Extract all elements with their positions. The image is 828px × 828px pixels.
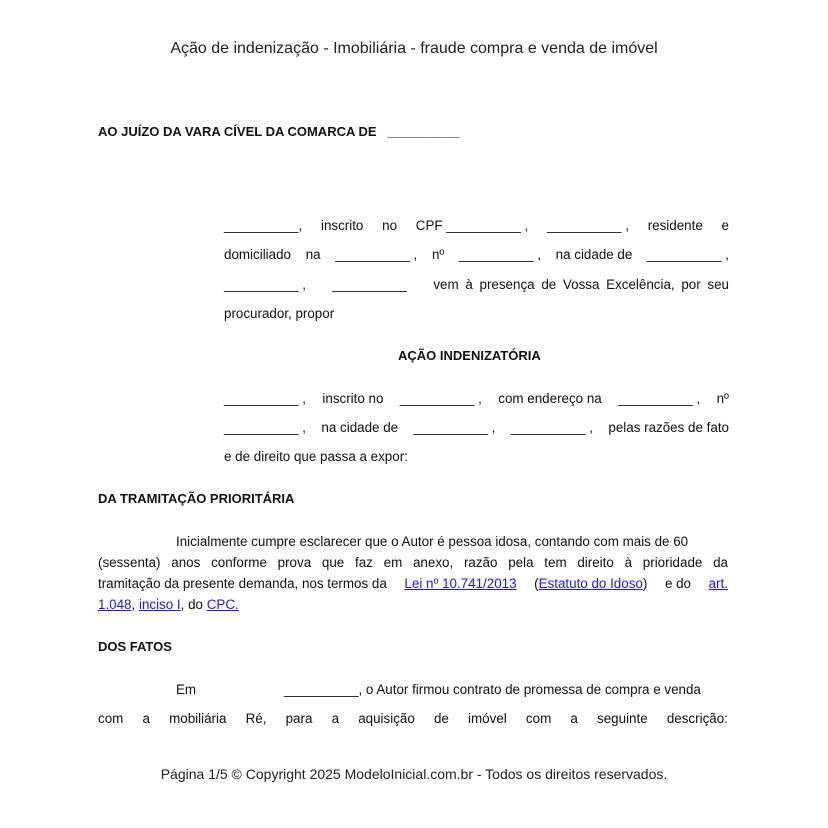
blank-field: __________ xyxy=(387,124,460,139)
paragraph-line xyxy=(176,682,196,697)
text: com endereço na xyxy=(498,391,602,406)
blank-field: __________ xyxy=(224,218,299,233)
section-heading-facts: DOS FATOS xyxy=(98,639,172,654)
word: descrição: xyxy=(666,711,728,726)
blank-field: __________ xyxy=(459,247,534,262)
addressee-line xyxy=(98,124,460,139)
plaintiff-line-1: __________, inscrito no CPF __________ , __________ , residente e xyxy=(224,218,729,233)
document-title: Ação de indenização - Imobiliária - fraude compra e venda de imóvel xyxy=(170,40,658,57)
blank-field: __________ xyxy=(284,682,359,697)
word: Ré, xyxy=(245,711,267,726)
text: vem à presença de Vossa Excelência, por seu xyxy=(433,277,729,292)
text: inscrito no xyxy=(322,391,384,406)
paragraph-line: Inicialmente cumpre esclarecer que o Autor é pessoa idosa, contando com mais de 60 xyxy=(176,534,689,549)
word: a xyxy=(331,711,340,726)
addressee-text: AO JUÍZO DA VARA CÍVEL DA COMARCA DE xyxy=(98,124,377,139)
word: mobiliária xyxy=(169,711,227,726)
paragraph-line xyxy=(284,682,701,697)
text: do xyxy=(188,597,204,612)
blank-field: __________ xyxy=(413,420,489,435)
text: no xyxy=(382,218,398,233)
text: nº xyxy=(716,391,729,406)
text: nº xyxy=(431,247,445,262)
text: domiciliado xyxy=(224,247,291,262)
blank-field: __________ xyxy=(335,247,410,262)
plaintiff-line-4: procurador, propor xyxy=(224,306,335,321)
defendant-line-2: __________ , na cidade de __________ , __________ , pelas razões de fato xyxy=(224,420,729,435)
blank-field: __________ xyxy=(224,391,299,406)
page-footer: Página 1/5 © Copyright 2025 ModeloInicial.com.br - Todos os direitos reservados. xyxy=(160,766,668,782)
text: na xyxy=(305,247,321,262)
text: CPF xyxy=(415,218,443,233)
text: inscrito xyxy=(320,218,364,233)
blank-field: __________ xyxy=(399,391,475,406)
word: seguinte xyxy=(597,711,648,726)
word: para xyxy=(285,711,313,726)
text: na cidade de xyxy=(321,420,399,435)
blank-field: __________ xyxy=(224,420,299,435)
word: com xyxy=(525,711,552,726)
plaintiff-line-2: domiciliado na __________ , nº __________ , na cidade de __________ , xyxy=(224,247,729,262)
section-heading-priority: DA TRAMITAÇÃO PRIORITÁRIA xyxy=(98,491,295,506)
link-lei-10741[interactable]: Lei nº 10.741/2013 xyxy=(404,576,517,591)
paragraph-line: tramitação da presente demanda, nos termos da Lei nº 10.741/2013 (Estatuto do Idoso) e do art. xyxy=(98,576,728,591)
blank-field: __________ xyxy=(332,277,407,292)
link-art-1048[interactable]: 1.048 xyxy=(98,597,132,612)
word: com xyxy=(98,711,124,726)
text: e do xyxy=(664,576,691,591)
text: tramitação da presente demanda, nos termos da xyxy=(98,576,387,591)
paragraph-line xyxy=(98,711,728,726)
blank-field: __________ xyxy=(446,218,521,233)
link-art[interactable]: art. xyxy=(708,576,728,591)
blank-field: __________ xyxy=(224,277,299,292)
word: a xyxy=(570,711,578,726)
word: de xyxy=(433,711,449,726)
text: e xyxy=(721,218,729,233)
defendant-line-3: e de direito que passa a expor: xyxy=(224,449,408,464)
blank-field: __________ xyxy=(647,247,722,262)
text: Em xyxy=(176,682,197,697)
plaintiff-line-3: __________ , __________ vem à presença de Vossa Excelência, por seu xyxy=(224,277,729,292)
paragraph-line: (sessenta) anos conforme prova que faz em anexo, razão pela tem direito à prioridade da xyxy=(98,555,728,570)
link-estatuto-idoso[interactable]: Estatuto do Idoso xyxy=(538,576,643,591)
action-title: AÇÃO INDENIZATÓRIA xyxy=(398,348,541,363)
word: a xyxy=(142,711,150,726)
link-inciso-i[interactable]: inciso I xyxy=(138,597,181,612)
link-cpc[interactable]: CPC. xyxy=(206,597,239,612)
blank-field: __________ xyxy=(547,218,622,233)
blank-field: __________ xyxy=(510,420,586,435)
defendant-line-1: __________ , inscrito no __________ , com endereço na __________ , nº xyxy=(224,391,729,406)
text: residente xyxy=(647,218,703,233)
word: aquisição xyxy=(358,711,415,726)
word: imóvel xyxy=(468,711,507,726)
blank-field: __________ xyxy=(618,391,693,406)
text: , o Autor firmou contrato de promessa de compra e venda xyxy=(358,682,701,697)
text: pelas razões de fato xyxy=(608,420,729,435)
text: na cidade de xyxy=(555,247,633,262)
paragraph-line: 1.048, inciso I, do CPC. xyxy=(98,597,239,612)
